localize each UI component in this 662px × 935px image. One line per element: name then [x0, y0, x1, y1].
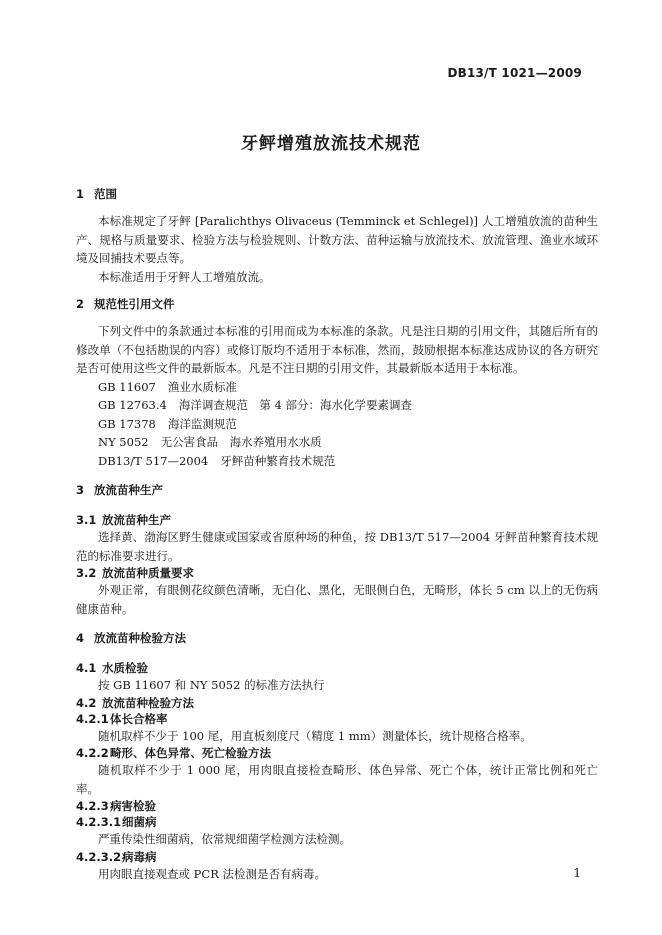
subsection-heading-4-2-1 — [76, 711, 598, 727]
subsection-title: 病毒病 — [122, 849, 157, 864]
section-number: 4 — [76, 631, 85, 645]
subsection-heading-3-1 — [76, 512, 598, 528]
subsection-number: 4.2.3.2 — [76, 849, 122, 864]
reference-item — [76, 433, 598, 452]
subsection-heading-4-2 — [76, 695, 598, 711]
section-heading-4 — [76, 630, 598, 646]
section-number: 3 — [76, 483, 85, 497]
subsection-heading-3-2 — [76, 565, 598, 581]
section-title: 放流苗种生产 — [94, 483, 163, 497]
subsection-title: 畸形、体色异常、死亡检验方法 — [110, 746, 271, 760]
paragraph: 本标准规定了牙鲆 [Paralichthys Olivaceus (Temminck et Schlegel)] 人工增殖放流的苗种生产、规格与质量要求、检验方法与检验规则、计数方法、苗种运输与放流技术、放流管理、渔业水域环境及回捕技术要点等。 — [76, 214, 598, 265]
paragraph: 按 GB 11607 和 NY 5052 的标准方法执行 — [98, 678, 325, 692]
section-heading-1 — [76, 186, 598, 202]
standard-code: DB13/T 1021—2009 — [447, 66, 582, 80]
subsection-title: 细菌病 — [122, 815, 157, 829]
document-title: 牙鲆增殖放流技术规范 — [241, 134, 421, 154]
page-number: 1 — [573, 866, 581, 880]
subsection-number: 4.2.3.1 — [76, 815, 122, 829]
section-title: 放流苗种检验方法 — [94, 631, 186, 645]
subsection-number: 3.2 — [76, 566, 97, 580]
reference-title: 渔业水质标准 — [167, 379, 237, 394]
subsection-number: 3.1 — [76, 513, 97, 527]
paragraph: 本标准适用于牙鲆人工增殖放流。 — [98, 269, 271, 284]
subsection-number: 4.1 — [76, 661, 97, 675]
paragraph: 用肉眼直接观查或 PCR 法检测是否有病毒。 — [98, 866, 327, 881]
reference-title: 无公害食品 海水养殖用水水质 — [160, 435, 322, 449]
paragraph: 外观正常，有眼侧花纹颜色清晰，无白化、黑化，无眼侧白色，无畸形，体长 5 cm 以上的无伤病健康苗种。 — [76, 583, 598, 616]
reference-code: DB13/T 517—2004 — [98, 453, 209, 468]
subsection-title: 病害检验 — [110, 799, 156, 813]
subsection-heading-4-2-3 — [76, 798, 598, 814]
subsection-title: 放流苗种生产 — [102, 513, 171, 527]
reference-title: 海洋调查规范 第 4 部分：海水化学要素调查 — [178, 398, 412, 412]
reference-item — [76, 378, 598, 397]
reference-title: 牙鲆苗种繁育技术规范 — [220, 453, 336, 468]
section-heading-2 — [76, 296, 598, 312]
subsection-title: 放流苗种质量要求 — [102, 566, 194, 580]
section-heading-3 — [76, 482, 598, 498]
section-number: 2 — [76, 297, 85, 311]
reference-code: NY 5052 — [98, 435, 149, 449]
reference-title: 海洋监测规范 — [167, 416, 237, 431]
subsection-number: 4.2.1 — [76, 711, 109, 726]
paragraph: 下列文件中的条款通过本标准的引用而成为本标准的条款。凡是注日期的引用文件，其随后所有的修改单（不包括勘误的内容）或修订版均不适用于本标准，然而，鼓励根据本标准达成协议的各方研究是否可使用这些文件的最新版本。凡是不注日期的引用文件，其最新版本适用于本标准。 — [76, 324, 598, 375]
reference-code: GB 11607 — [98, 379, 156, 394]
section-number: 1 — [76, 187, 85, 201]
subsection-title: 水质检验 — [102, 661, 148, 675]
subsection-number: 4.2.3 — [76, 799, 109, 813]
subsection-heading-4-2-3-1 — [76, 814, 598, 830]
subsection-heading-4-2-2 — [76, 745, 598, 761]
section-title: 规范性引用文件 — [94, 297, 175, 311]
reference-code: GB 12763.4 — [98, 398, 167, 412]
subsection-title: 体长合格率 — [110, 711, 168, 726]
paragraph: 严重传染性细菌病，依常规细菌学检测方法检测。 — [98, 832, 351, 846]
reference-code: GB 17378 — [98, 416, 156, 431]
reference-item — [76, 415, 598, 434]
reference-item — [76, 452, 598, 471]
subsection-heading-4-1 — [76, 660, 598, 676]
paragraph: 选择黄、渤海区野生健康或国家或省原种场的种鱼，按 DB13/T 517—2004 牙鲆苗种繁育技术规范的标准要求进行。 — [76, 530, 598, 563]
subsection-heading-4-2-3-2 — [76, 849, 598, 865]
paragraph: 随机取样不少于 100 尾，用直板刻度尺（精度 1 mm）测量体长，统计规格合格率。 — [98, 728, 532, 743]
document-body — [76, 186, 598, 883]
section-title: 范围 — [94, 187, 117, 201]
subsection-title: 放流苗种检验方法 — [102, 695, 194, 710]
subsection-number: 4.2.2 — [76, 746, 109, 760]
reference-item — [76, 396, 598, 415]
subsection-number: 4.2 — [76, 695, 97, 710]
paragraph: 随机取样不少于 1 000 尾，用肉眼直接检查畸形、体色异常、死亡个体，统计正常比例和死亡率。 — [76, 763, 598, 796]
